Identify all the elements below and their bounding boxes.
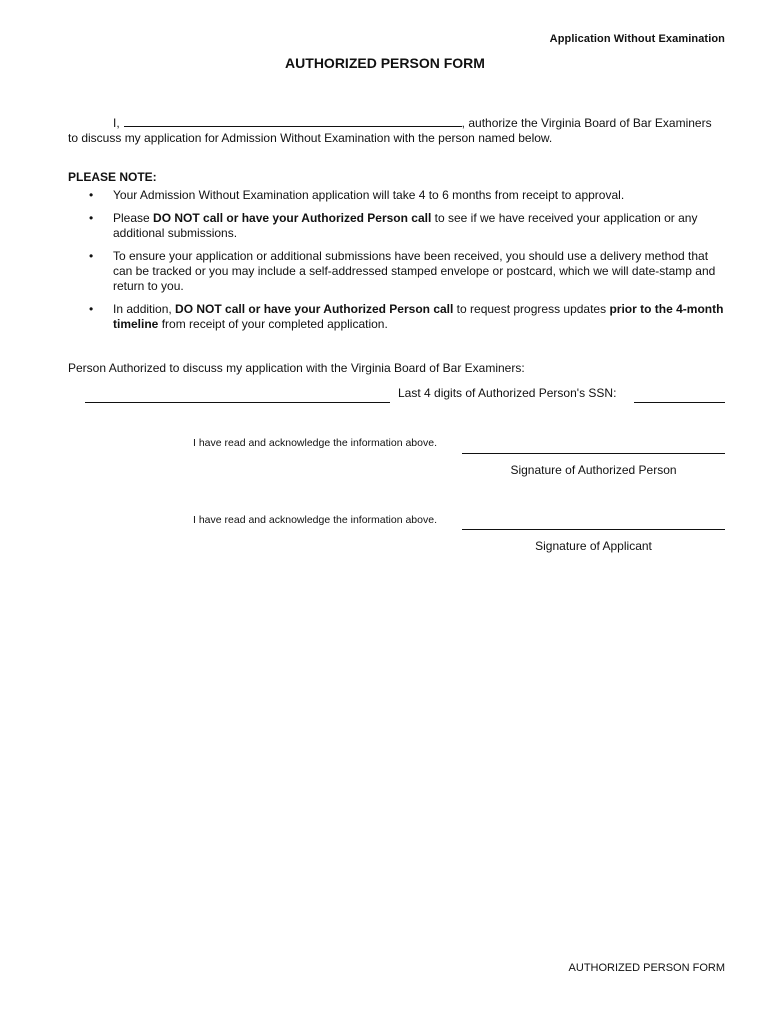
- note-item-4-text-b: DO NOT call or have your Authorized Person call: [175, 302, 454, 316]
- footer-form-name: AUTHORIZED PERSON FORM: [568, 962, 725, 974]
- list-item: [68, 188, 728, 203]
- ssn-label: Last 4 digits of Authorized Person's SSN:: [398, 386, 617, 400]
- bullet-icon: •: [89, 188, 94, 202]
- authorized-person-name-field[interactable]: [85, 391, 390, 403]
- intro-line-2: to discuss my application for Admission Without Examination with the person named below.: [68, 131, 553, 145]
- header-document-type: Application Without Examination: [549, 33, 725, 45]
- note-item-2-text-c: to see if we have received your application or any additional submissions.: [113, 211, 698, 240]
- intro-line-1: [68, 115, 728, 131]
- note-item-4-text-d: prior to the 4-month timeline: [113, 302, 724, 331]
- authorized-person-signature-field[interactable]: [462, 440, 725, 454]
- acknowledge-text-applicant: I have read and acknowledge the information above.: [193, 514, 437, 526]
- intro-suffix: , authorize the Virginia Board of Bar Examiners: [461, 116, 712, 130]
- ssn-last4-field[interactable]: [634, 391, 725, 403]
- note-item-2-text-b: DO NOT call or have your Authorized Person call: [153, 211, 432, 225]
- applicant-name-field[interactable]: [124, 115, 462, 127]
- applicant-signature-field[interactable]: [462, 516, 725, 530]
- list-item: [68, 302, 728, 332]
- list-item: [68, 249, 728, 294]
- acknowledge-text-authorized: I have read and acknowledge the information above.: [193, 437, 437, 449]
- signature-caption-authorized: Signature of Authorized Person: [510, 463, 677, 477]
- note-item-4-text-c: to request progress updates: [453, 302, 610, 316]
- page-title: AUTHORIZED PERSON FORM: [285, 55, 485, 71]
- authorized-person-label: Person Authorized to discuss my application with the Virginia Board of Bar Examiners:: [68, 361, 525, 375]
- intro-prefix: I,: [113, 116, 120, 130]
- bullet-icon: •: [89, 211, 94, 225]
- note-item-4-text-a: In addition,: [113, 302, 176, 316]
- signature-caption-applicant: Signature of Applicant: [535, 539, 652, 553]
- please-note-heading: PLEASE NOTE:: [68, 170, 157, 184]
- note-item-1-text: Your Admission Without Examination application will take 4 to 6 months from receipt to approval.: [113, 188, 625, 202]
- note-item-4-text-e: from receipt of your completed application.: [158, 317, 388, 331]
- list-item: [68, 211, 728, 241]
- bullet-icon: •: [89, 249, 94, 263]
- note-item-2-text-a: Please: [113, 211, 154, 225]
- bullet-icon: •: [89, 302, 94, 316]
- note-list: [68, 188, 728, 340]
- note-item-3-text: To ensure your application or additional submissions have been received, you should use a delivery method that can be tracked or you may include a self-addressed stamped envelope or postcard, which we will date-stamp and return to you.: [113, 249, 716, 293]
